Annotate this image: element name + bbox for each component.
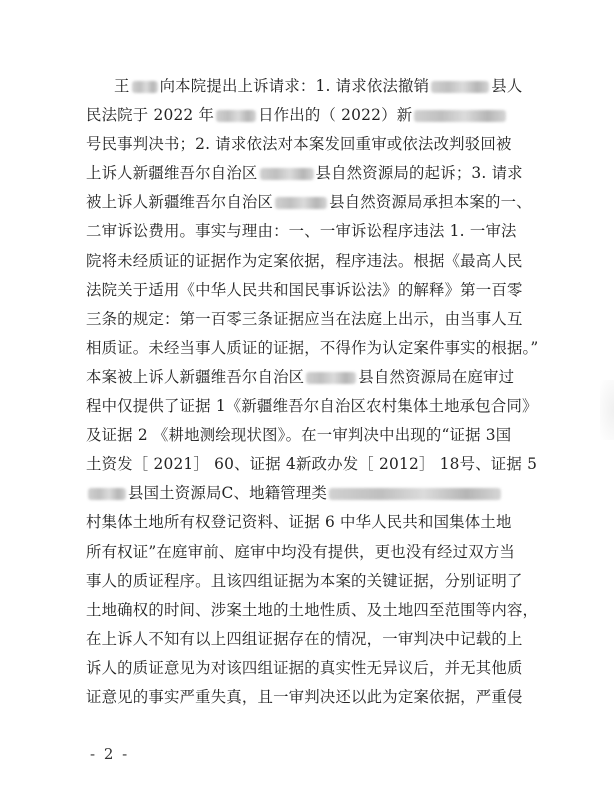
text-line [86,130,556,159]
page-edge-shadow [600,380,614,440]
text-line [86,334,556,363]
redacted-text [329,488,501,500]
text-line [86,538,556,567]
line-text: 本案被上诉人新疆维吾尔自治区 [86,367,305,386]
text-line [86,72,556,101]
redacted-text [431,81,489,93]
line-text: 院将未经质证的证据作为定案依据，程序违法。根据《最高人民 [86,251,523,270]
line-text: 县自然资源局的起诉；3. 请求 [315,164,523,183]
line-text: 县自然资源局承担本案的一、 [329,193,532,212]
text-line [86,479,556,508]
line-text: 日作出的（ 2022）新 [258,106,413,125]
line-text: 土资发［ 2021］ 60、证据 4新政办发［ 2012］ 18号、证据 5 [86,455,538,474]
text-line [86,567,556,596]
text-line [86,654,556,683]
line-text: 村集体土地所有权登记资料、证据 6 中华人民共和国集体土地 [86,513,512,532]
text-line [86,625,556,654]
text-line [86,247,556,276]
line-text: 法院关于适用《中华人民共和国民事诉讼法》的解释》第一百零 [86,280,523,299]
text-line [86,421,556,450]
line-text: 王 [114,77,130,95]
text-line [86,683,556,712]
text-line [86,305,556,334]
line-text: 县自然资源局在庭审过 [358,367,515,386]
line-text: 二审诉讼费用。事实与理由：一、一审诉讼程序违法 1. 一审法 [86,222,517,241]
line-text: 土地确权的时间、涉案土地的土地性质、及土地四至范围等内容， [86,600,539,619]
line-text: 事人的质证程序。且该四组证据为本案的关键证据，分别证明了 [86,571,523,590]
text-line [86,188,556,217]
line-text: 号民事判决书；2. 请求依法对本案发回重审或依法改判驳回被 [86,135,512,154]
line-text: 民法院于 2022 年 [86,106,215,125]
page-number: - 2 - [90,745,130,763]
document-body [86,72,556,712]
text-line [86,363,556,392]
redacted-text [88,488,126,500]
text-line [86,159,556,188]
text-line [86,508,556,537]
line-text: 向本院提出上诉请求：1. 请求依法撤销 [159,77,430,95]
redacted-text [132,81,158,93]
redacted-text [260,168,314,180]
text-line [86,596,556,625]
text-line [86,217,556,246]
redacted-text [216,110,256,122]
text-line [86,392,556,421]
line-text: 被上诉人新疆维吾尔自治区 [86,193,274,212]
line-text: 三条的规定：第一百零三条证据应当在法庭上出示，由当事人互 [86,309,523,328]
line-text: 上诉人新疆维吾尔自治区 [86,164,258,183]
text-line [86,276,556,305]
redacted-text [414,110,506,122]
redacted-text [306,372,356,384]
line-text: 相质证。未经当事人质证的证据，不得作为认定案件事实的根据。” [86,338,539,357]
text-line [86,101,556,130]
line-text: 在上诉人不知有以上四组证据存在的情况，一审判决中记载的上 [86,629,523,648]
line-text: 所有权证”在庭审前、庭审中均没有提供，更也没有经过双方当 [86,542,516,561]
line-text: 及证据 2 《耕地测绘现状图》。在一审判决中出现的“证据 3国 [86,426,512,445]
line-text: 县国土资源局C、地籍管理类 [128,484,328,503]
line-text: 县人 [491,77,523,95]
line-text: 程中仅提供了证据 1《新疆维吾尔自治区农村集体土地承包合同》 [86,397,538,416]
line-text: 证意见的事实严重失真，且一审判决还以此为定案依据，严重侵 [86,687,523,706]
redacted-text [275,197,327,209]
text-line [86,450,556,479]
line-text: 诉人的质证意见为对该四组证据的真实性无异议后，并无其他质 [86,658,523,677]
